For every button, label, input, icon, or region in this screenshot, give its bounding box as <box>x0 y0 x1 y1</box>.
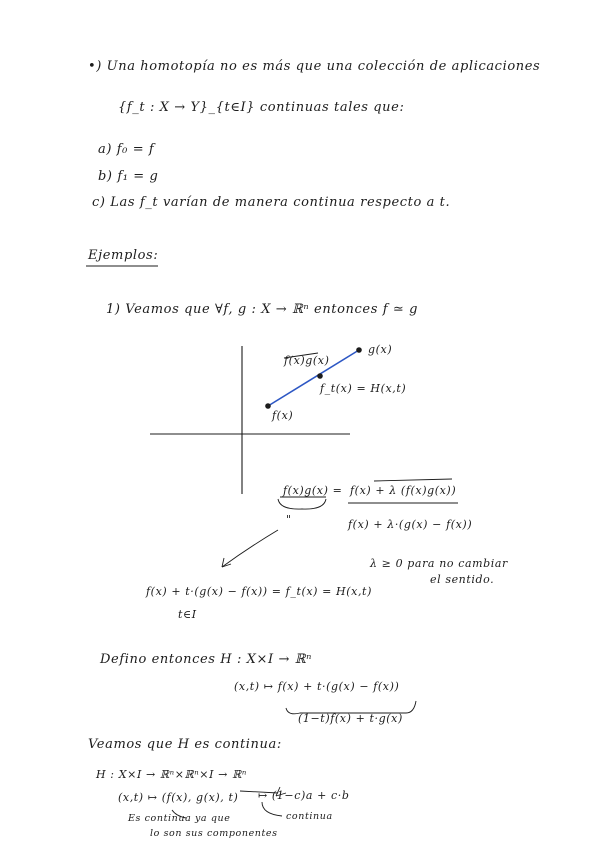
define-h: Defino entonces H : X×I → ℝⁿ <box>100 652 312 667</box>
segment-label: f(x)g(x) <box>284 354 330 367</box>
continuity-note-right: continua <box>286 811 333 822</box>
intro-line-1: •) Una homotopía no es más que una colección de aplicaciones <box>88 59 541 74</box>
example-1: 1) Veamos que ∀f, g : X → ℝⁿ entonces f ≃ g <box>106 302 418 317</box>
condition-a: a) f₀ = f <box>98 142 155 157</box>
composition-chain: H : X×I → ℝⁿ×ℝⁿ×I → ℝⁿ <box>96 768 247 781</box>
continuity-note-1: Es continua ya que <box>128 813 231 824</box>
derivation-rhs-2: f(x) + λ·(g(x) − f(x)) <box>348 518 473 531</box>
continuity-heading: Veamos que H es continua: <box>88 737 282 752</box>
label-g-of-x: g(x) <box>368 343 393 356</box>
condition-c: c) Las f_t varían de manera continua respecto a t. <box>92 195 451 210</box>
condition-b: b) f₁ = g <box>98 169 159 184</box>
intro-line-2: {f_t : X → Y}_{t∈I} continuas tales que: <box>118 100 405 115</box>
label-f-of-x: f(x) <box>272 409 294 422</box>
h-mapping: (x,t) ↦ f(x) + t·(g(x) − f(x)) <box>234 680 400 693</box>
derivation-result: f(x) + t·(g(x) − f(x)) = f_t(x) = H(x,t) <box>146 585 372 598</box>
t-in-i: t∈I <box>178 608 197 621</box>
examples-heading: Ejemplos: <box>88 248 159 263</box>
derivation-rhs-1: f(x) + λ (f(x)g(x)) <box>350 484 457 497</box>
equals-quote-mark: " <box>286 513 292 526</box>
continuity-note-2: lo son sus componentes <box>150 828 278 839</box>
h-simplified: (1−t)f(x) + t·g(x) <box>298 712 403 725</box>
composition-map-2: ↦ (1−c)a + c·b <box>258 789 350 802</box>
derivation-lhs: f(x)g(x) = <box>283 484 343 497</box>
composition-map-1: (x,t) ↦ (f(x), g(x), t) <box>118 791 239 804</box>
label-f-t-of-x: f_t(x) = H(x,t) <box>320 382 407 395</box>
lambda-note-1: λ ≥ 0 para no cambiar <box>370 557 508 570</box>
lambda-note-2: el sentido. <box>430 573 495 586</box>
